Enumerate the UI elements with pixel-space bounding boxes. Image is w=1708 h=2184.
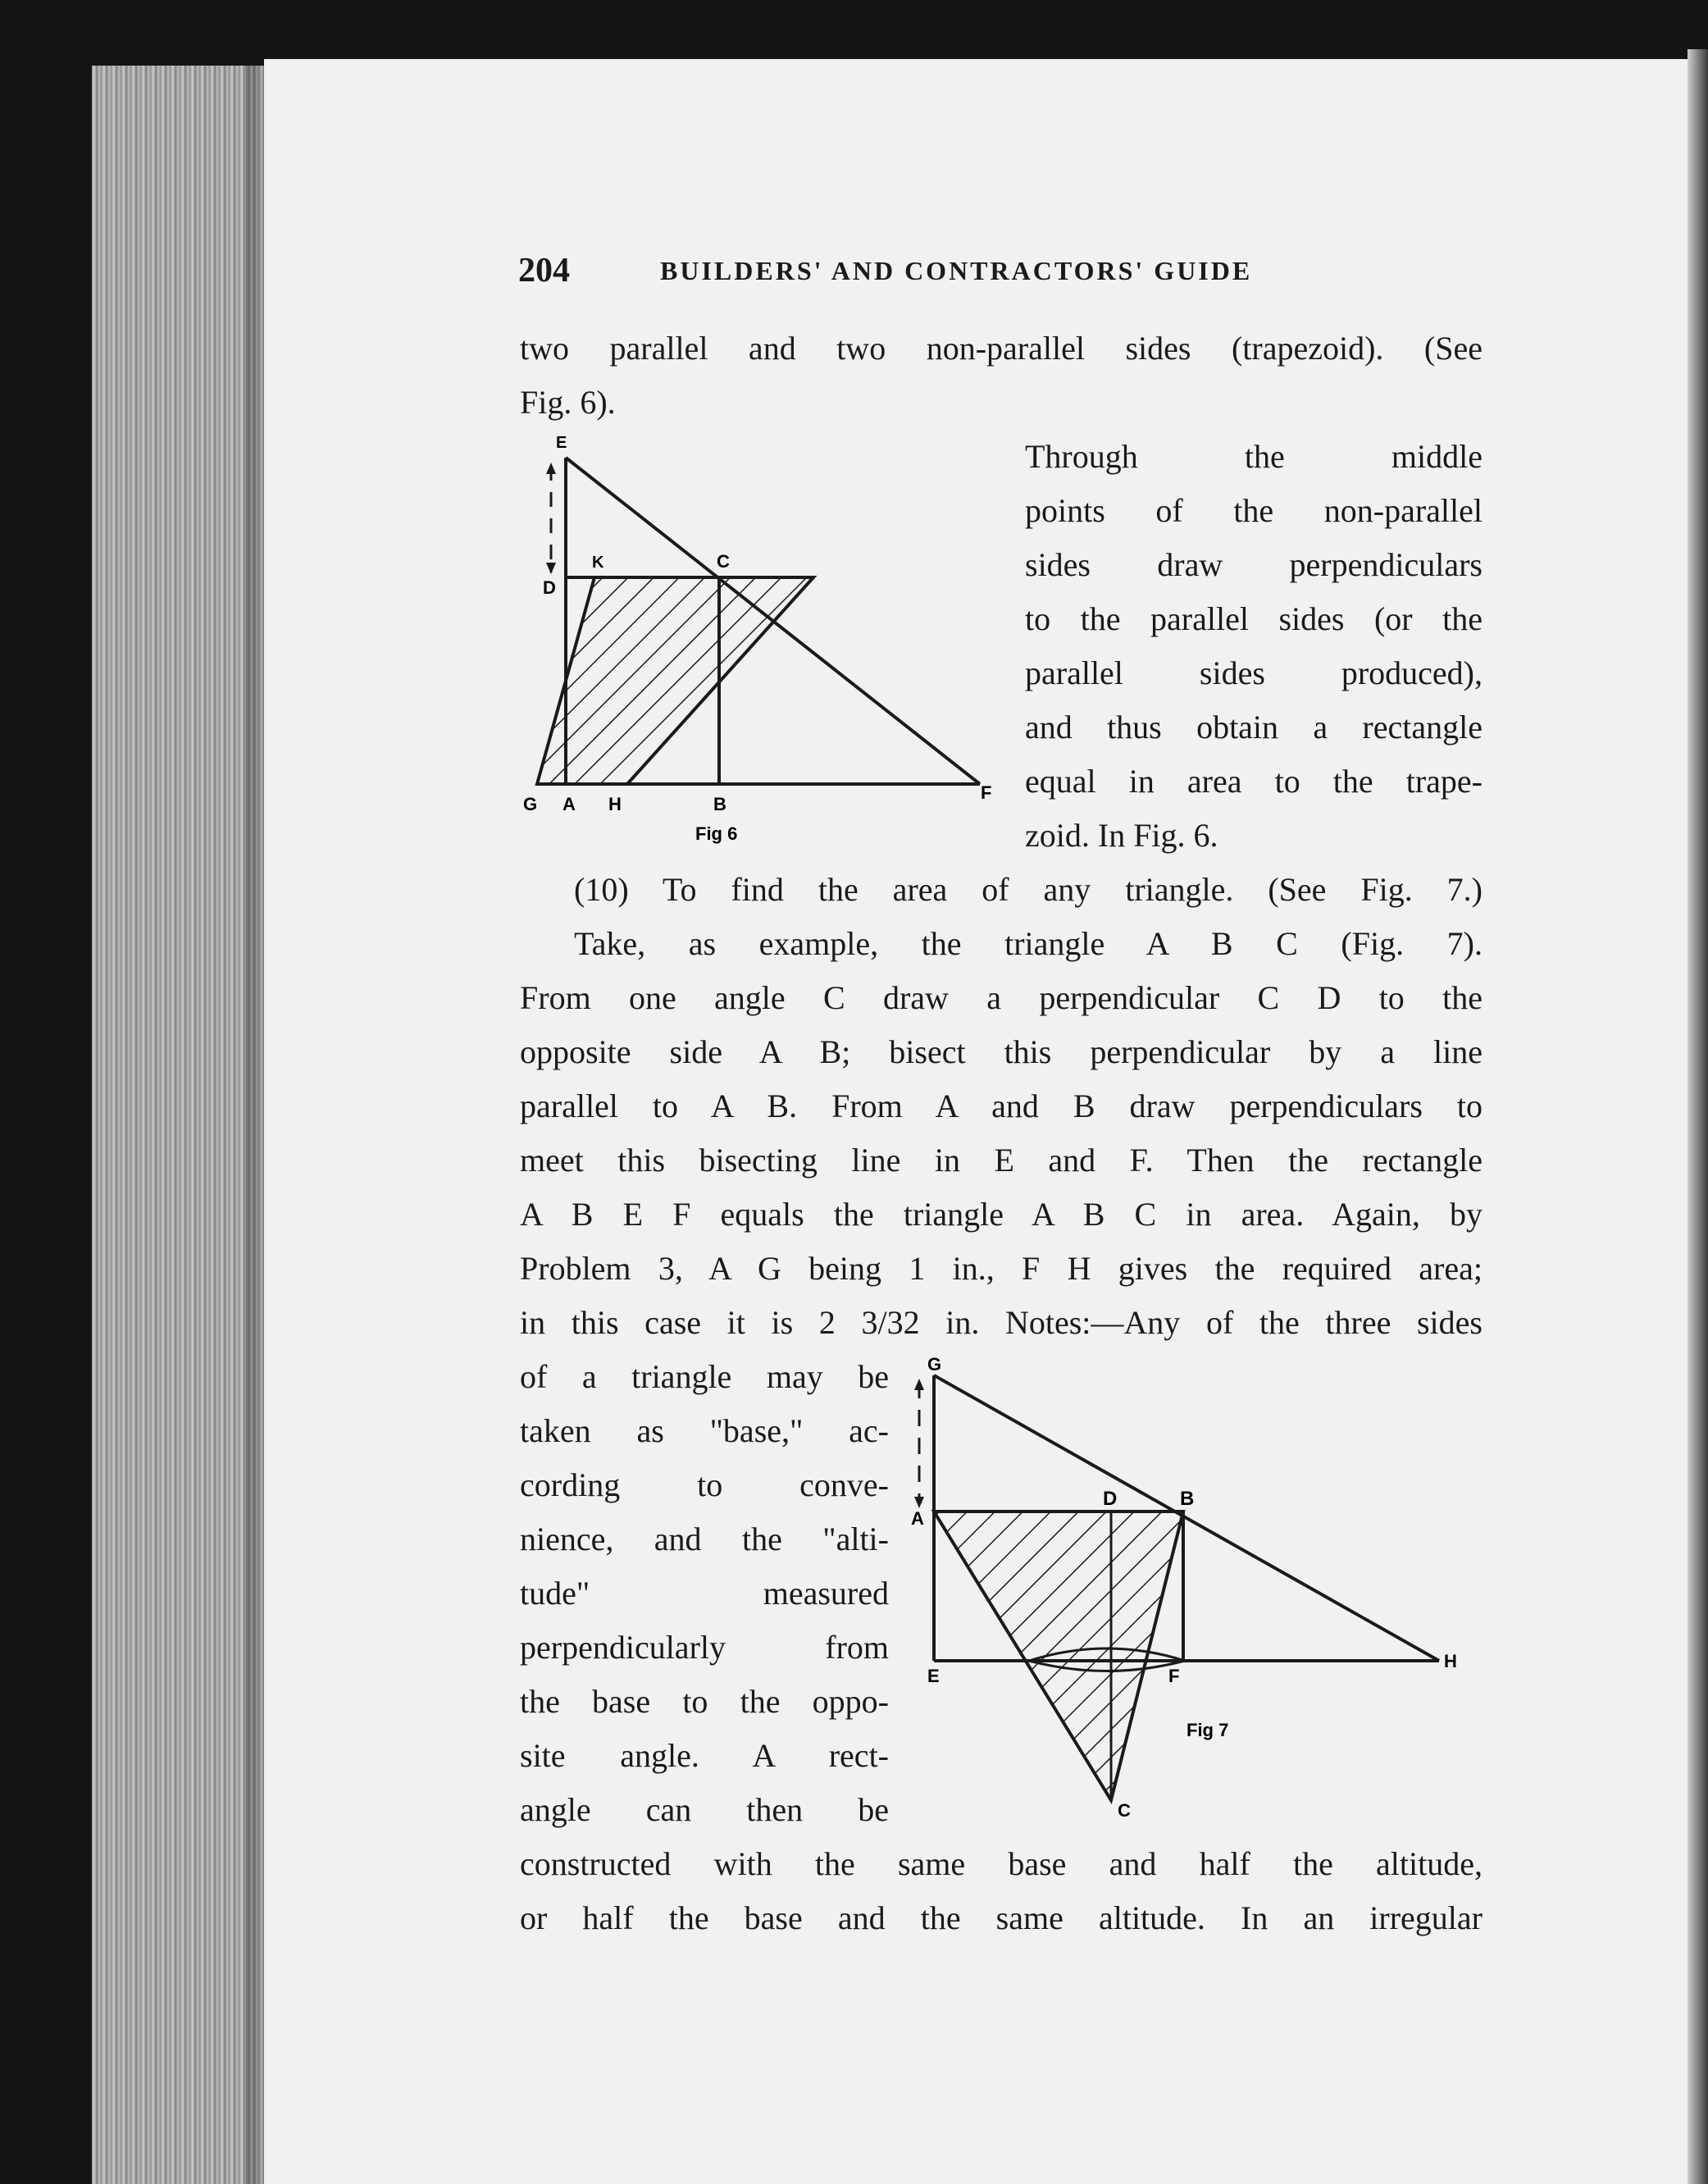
text-line: in this case it is 2 3/32 in. Notes:—Any of the three sides bbox=[520, 1304, 1483, 1341]
text-line: points of the non-parallel bbox=[1025, 492, 1483, 529]
fig6-label-b: B bbox=[713, 794, 726, 814]
text-line: meet this bisecting line in E and F. Then the rectangle bbox=[520, 1142, 1483, 1179]
text-line: Through the middle bbox=[1025, 438, 1483, 475]
text-line: or half the base and the same altitude. In an irregular bbox=[520, 1899, 1483, 1936]
text-line: sides draw perpendiculars bbox=[1025, 546, 1483, 583]
fig7-label-d: D bbox=[1103, 1488, 1118, 1510]
text-line: parallel sides produced), bbox=[1025, 654, 1483, 691]
text-line: constructed with the same base and half the altitude, bbox=[520, 1845, 1483, 1882]
fig7-label-c: C bbox=[1118, 1800, 1131, 1821]
text-line: of a triangle may be bbox=[520, 1358, 889, 1395]
text-line: site angle. A rect- bbox=[520, 1737, 889, 1774]
page-number: 204 bbox=[518, 252, 570, 290]
page-edge bbox=[1688, 49, 1708, 2184]
text-line: equal in area to the trape- bbox=[1025, 763, 1483, 800]
fig6-caption: Fig 6 bbox=[695, 823, 738, 844]
fig7-label-a: A bbox=[911, 1508, 924, 1529]
page-header bbox=[518, 246, 1482, 295]
text-line: nience, and the "alti- bbox=[520, 1521, 889, 1557]
fig6-label-c: C bbox=[717, 551, 730, 572]
fig7-label-h: H bbox=[1444, 1651, 1457, 1671]
text-line: zoid. In Fig. 6. bbox=[1025, 817, 1218, 854]
fig6-label-h: H bbox=[608, 794, 622, 814]
text-line: angle can then be bbox=[520, 1791, 889, 1828]
text-line: Problem 3, A G being 1 in., F H gives the required area; bbox=[520, 1250, 1483, 1287]
figure-7-diagram bbox=[898, 1357, 1488, 1829]
fig7-label-g: G bbox=[927, 1357, 942, 1375]
book-spine bbox=[92, 66, 264, 2184]
fig6-label-a: A bbox=[563, 794, 576, 814]
text-line: perpendicularly from bbox=[520, 1629, 889, 1666]
fig7-label-b: B bbox=[1180, 1488, 1195, 1510]
figure-6-diagram bbox=[517, 433, 1009, 851]
fig6-label-e: E bbox=[556, 434, 567, 452]
text-line: parallel to A B. From A and B draw perpendiculars to bbox=[520, 1087, 1483, 1124]
text-line: Take, as example, the triangle A B C (Fig. 7). bbox=[574, 925, 1483, 962]
text-line: Fig. 6). bbox=[520, 384, 616, 421]
text-line: opposite side A B; bisect this perpendicular by a line bbox=[520, 1033, 1483, 1070]
fig6-label-g: G bbox=[523, 794, 538, 814]
text-line: (10) To find the area of any triangle. (See Fig. 7.) bbox=[574, 871, 1483, 908]
text-line: to the parallel sides (or the bbox=[1025, 600, 1483, 637]
triangle-abc-hatched bbox=[934, 1511, 1183, 1800]
text-line: From one angle C draw a perpendicular C D to the bbox=[520, 979, 1483, 1016]
fig6-label-k: K bbox=[592, 554, 604, 572]
text-line: tude" measured bbox=[520, 1575, 889, 1612]
text-line: A B E F equals the triangle A B C in area. Again, by bbox=[520, 1196, 1483, 1233]
fig7-caption: Fig 7 bbox=[1186, 1720, 1229, 1740]
trapezoid-hatched bbox=[537, 577, 813, 784]
running-head: BUILDERS' AND CONTRACTORS' GUIDE bbox=[660, 255, 1253, 285]
fig7-label-f: F bbox=[1168, 1666, 1180, 1686]
text-line: taken as "base," ac- bbox=[520, 1412, 889, 1449]
fig6-label-d: D bbox=[543, 577, 556, 598]
fig6-label-f: F bbox=[981, 782, 992, 803]
text-line: two parallel and two non-parallel sides (trapezoid). (See bbox=[520, 330, 1483, 367]
text-line: and thus obtain a rectangle bbox=[1025, 709, 1483, 745]
text-line: the base to the oppo- bbox=[520, 1683, 889, 1720]
text-line: cording to conve- bbox=[520, 1466, 889, 1503]
fig7-label-e: E bbox=[927, 1666, 940, 1686]
